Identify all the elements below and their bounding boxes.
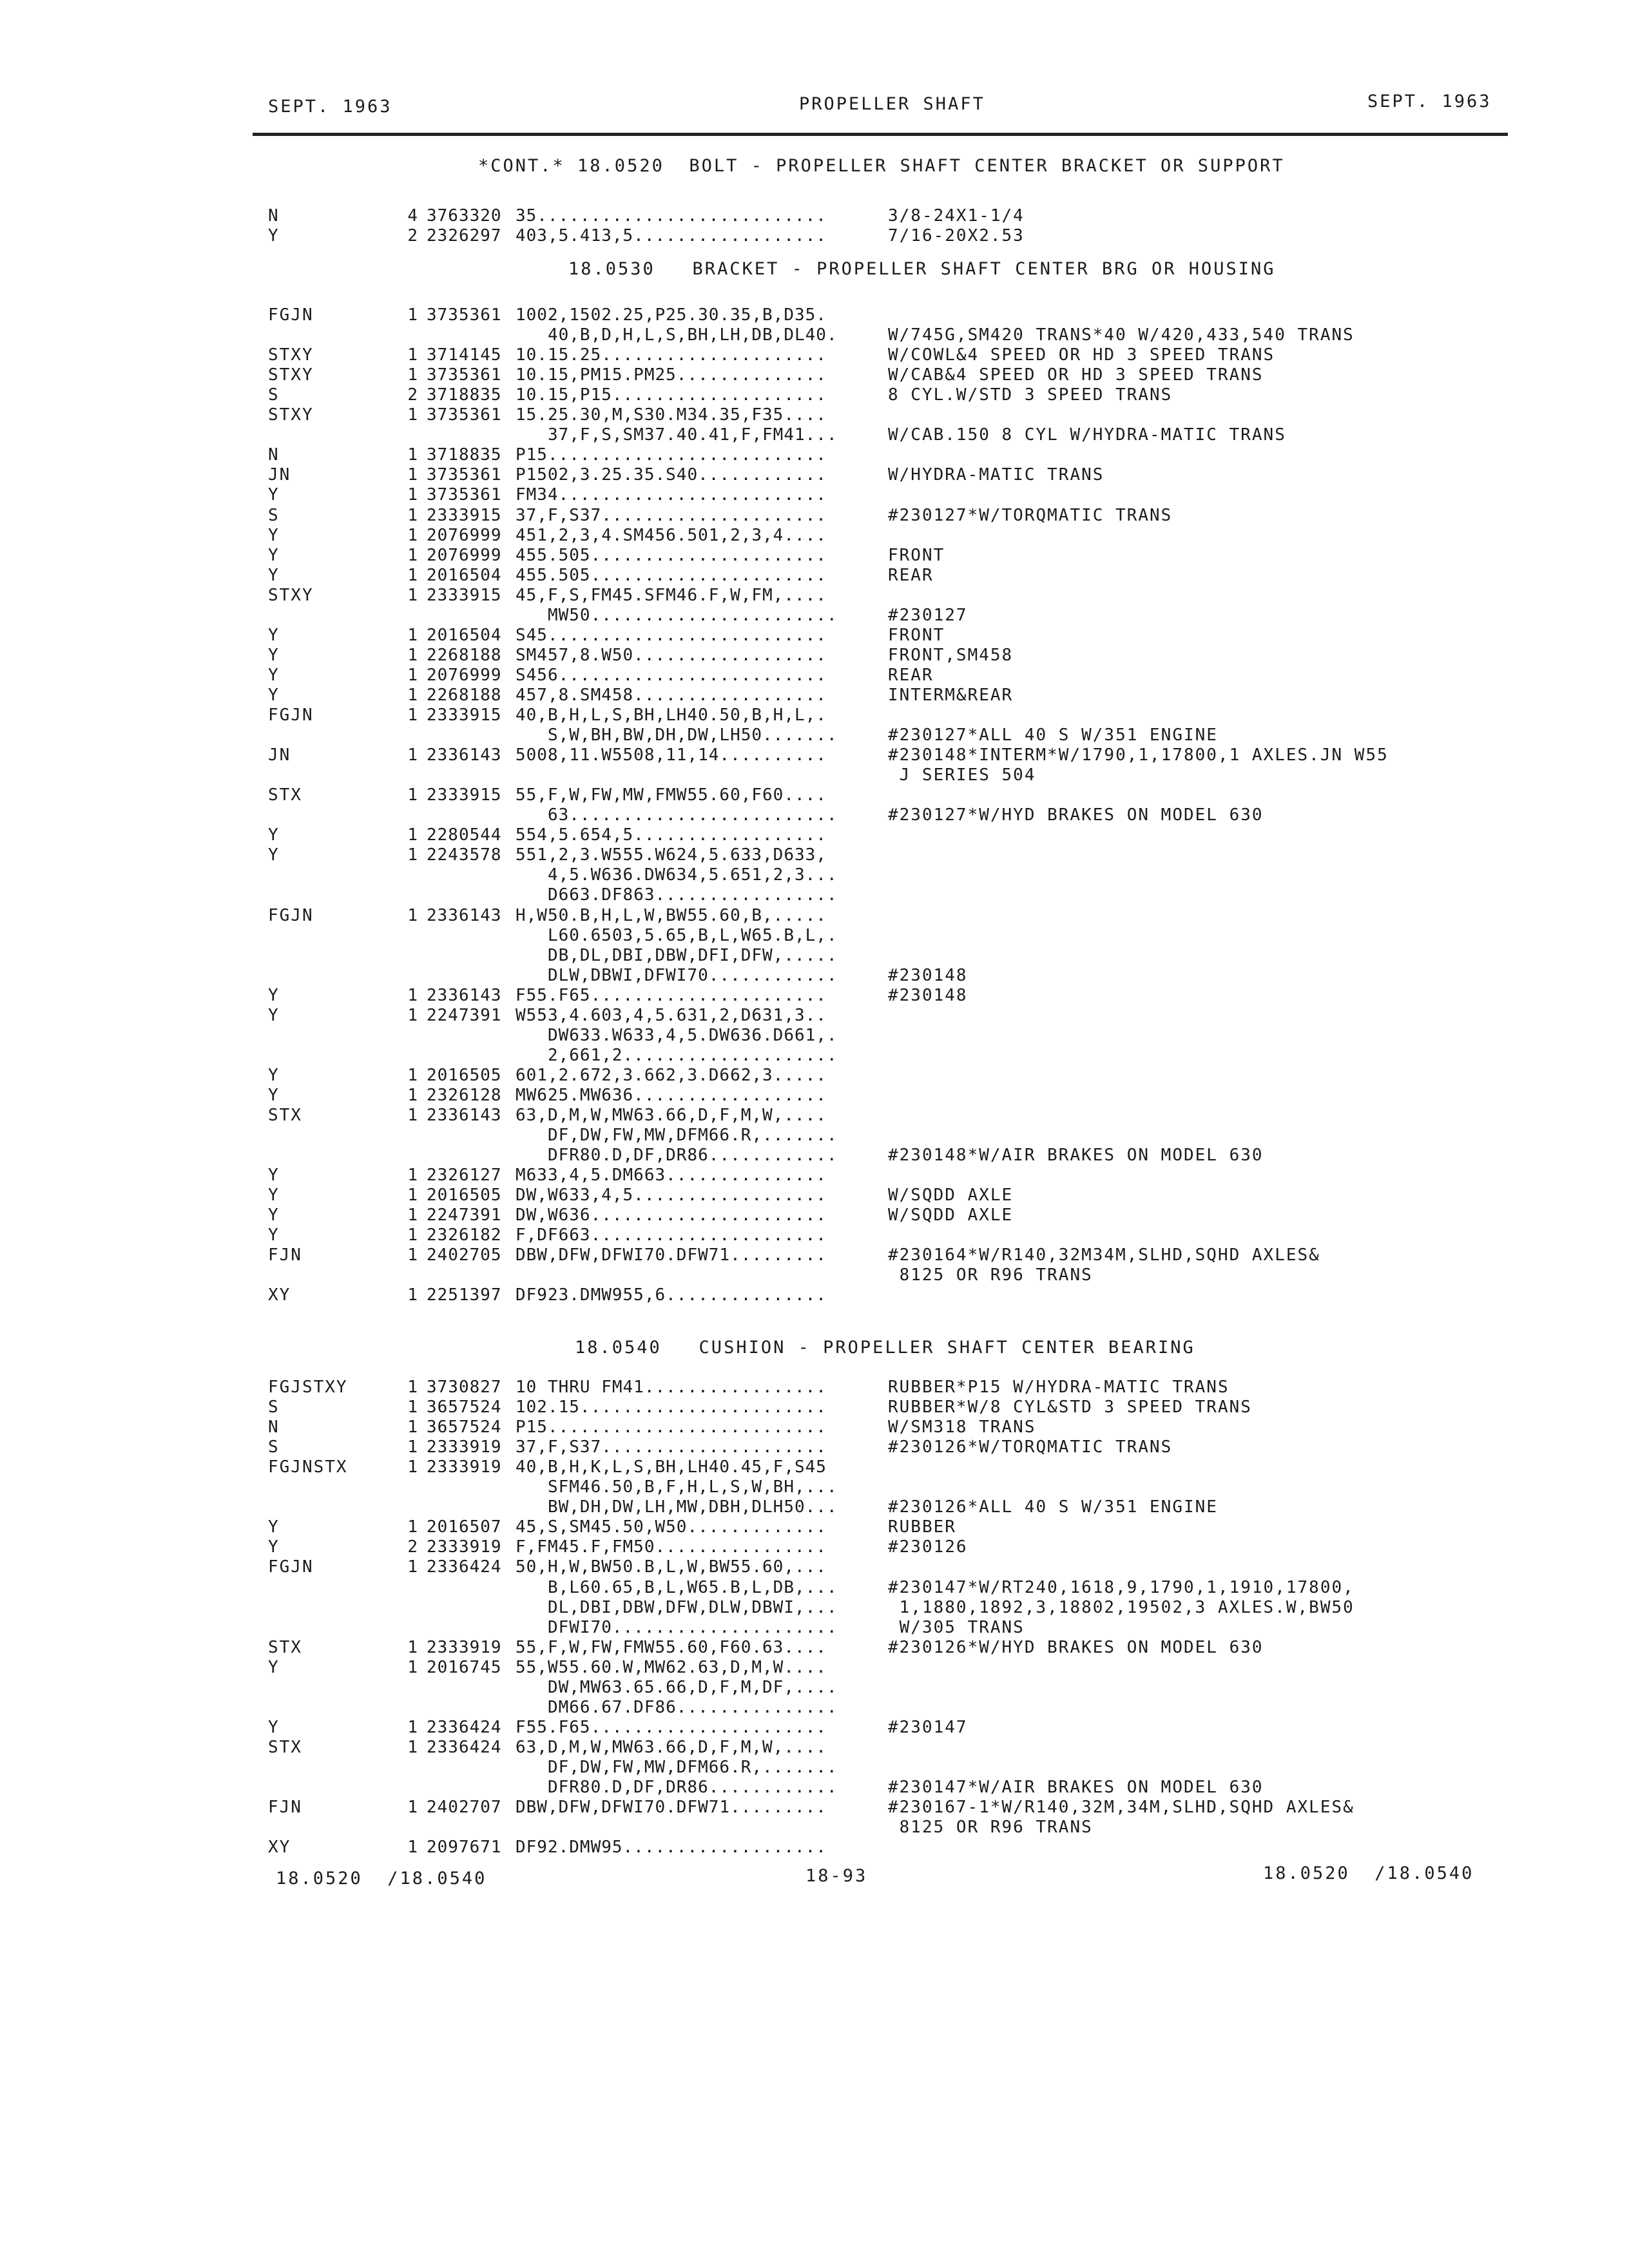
- quantity: 1: [407, 825, 418, 845]
- application: 601,2.672,3.662,3.D662,3.....: [516, 1066, 827, 1085]
- application: 1002,1502.25,P25.30.35,B,D35.: [516, 305, 827, 325]
- application: S,W,BH,BW,DH,DW,LH50.......: [516, 726, 838, 745]
- remarks: RUBBER: [888, 1517, 956, 1537]
- quantity: 1: [407, 745, 418, 765]
- application: 55,F,W,FW,FMW55.60,F60.63....: [516, 1638, 827, 1657]
- part-number: 2333919: [427, 1457, 502, 1477]
- part-number: 2336143: [427, 986, 502, 1005]
- application: 35...........................: [516, 206, 827, 226]
- application: DW,MW63.65.66,D,F,M,DF,....: [516, 1678, 838, 1697]
- application: 55,F,W,FW,MW,FMW55.60,F60....: [516, 785, 827, 805]
- model-code: Y: [268, 226, 280, 245]
- quantity: 1: [407, 1285, 418, 1305]
- quantity: 1: [407, 586, 418, 605]
- model-code: FGJN: [268, 1557, 314, 1577]
- model-code: FJN: [268, 1245, 302, 1265]
- application: SM457,8.W50..................: [516, 646, 827, 665]
- remarks: #230147: [888, 1718, 968, 1737]
- model-code: Y: [268, 626, 280, 645]
- part-number: 2333915: [427, 506, 502, 525]
- application: F,DF663......................: [516, 1225, 827, 1245]
- application: 63.........................: [516, 805, 838, 825]
- model-code: Y: [268, 1225, 280, 1245]
- remarks: #230126*W/TORQMATIC TRANS: [888, 1437, 1173, 1457]
- remarks: #230164*W/R140,32M34M,SLHD,SQHD AXLES&: [888, 1245, 1320, 1265]
- quantity: 1: [407, 506, 418, 525]
- model-code: Y: [268, 1086, 280, 1105]
- quantity: 1: [407, 1718, 418, 1737]
- application: H,W50.B,H,L,W,BW55.60,B,.....: [516, 906, 827, 925]
- application: 50,H,W,BW50.B,L,W,BW55.60,...: [516, 1557, 827, 1577]
- quantity: 1: [407, 1557, 418, 1577]
- quantity: 2: [407, 226, 418, 245]
- application: D663.DF863.................: [516, 885, 838, 905]
- application: S45..........................: [516, 626, 827, 645]
- application: FM34.........................: [516, 485, 827, 505]
- application: 457,8.SM458..................: [516, 686, 827, 705]
- remarks: #230148*W/AIR BRAKES ON MODEL 630: [888, 1146, 1264, 1165]
- section-title: *CONT.* 18.0520 BOLT - PROPELLER SHAFT CENTER BRACKET OR SUPPORT: [478, 156, 1285, 176]
- part-number: 2076999: [427, 666, 502, 685]
- part-number: 3735361: [427, 305, 502, 325]
- model-code: FGJSTXY: [268, 1378, 348, 1397]
- part-number: 2243578: [427, 845, 502, 865]
- model-code: Y: [268, 1718, 280, 1737]
- quantity: 1: [407, 986, 418, 1005]
- part-number: 2333915: [427, 706, 502, 725]
- application: 63,D,M,W,MW63.66,D,F,M,W,....: [516, 1738, 827, 1757]
- application: 10 THRU FM41.................: [516, 1378, 827, 1397]
- remarks: #230147*W/AIR BRAKES ON MODEL 630: [888, 1778, 1264, 1797]
- application: 63,D,M,W,MW63.66,D,F,M,W,....: [516, 1106, 827, 1125]
- application: 37,F,S37.....................: [516, 1437, 827, 1457]
- remarks: REAR: [888, 666, 934, 685]
- quantity: 2: [407, 1537, 418, 1557]
- model-code: XY: [268, 1285, 291, 1305]
- part-number: 2333919: [427, 1437, 502, 1457]
- model-code: Y: [268, 1066, 280, 1085]
- part-number: 2402705: [427, 1245, 502, 1265]
- remarks: #230127*ALL 40 S W/351 ENGINE: [888, 726, 1218, 745]
- remarks: W/SM318 TRANS: [888, 1418, 1036, 1437]
- quantity: 1: [407, 906, 418, 925]
- application: L60.6503,5.65,B,L,W65.B,L,.: [516, 926, 838, 945]
- quantity: 1: [407, 445, 418, 465]
- quantity: 1: [407, 1418, 418, 1437]
- quantity: 1: [407, 1006, 418, 1025]
- application: 37,F,S37.....................: [516, 506, 827, 525]
- quantity: 1: [407, 1638, 418, 1657]
- model-code: Y: [268, 686, 280, 705]
- application: DM66.67.DF86...............: [516, 1698, 838, 1717]
- remarks: #230127: [888, 606, 968, 625]
- model-code: S: [268, 506, 280, 525]
- model-code: Y: [268, 845, 280, 865]
- model-code: Y: [268, 666, 280, 685]
- footer-index-right: 18.0520 /18.0540: [1263, 1863, 1474, 1883]
- model-code: FGJN: [268, 906, 314, 925]
- application: DFR80.D,DF,DR86............: [516, 1146, 838, 1165]
- application: W553,4.603,4,5.631,2,D631,3..: [516, 1006, 827, 1025]
- quantity: 1: [407, 1838, 418, 1857]
- quantity: 1: [407, 1658, 418, 1677]
- remarks: REAR: [888, 566, 934, 585]
- model-code: N: [268, 1418, 280, 1437]
- remarks: RUBBER*P15 W/HYDRA-MATIC TRANS: [888, 1378, 1229, 1397]
- application: DF,DW,FW,MW,DFM66.R,.......: [516, 1758, 838, 1777]
- part-number: 3735361: [427, 405, 502, 425]
- remarks: 8125 OR R96 TRANS: [888, 1818, 1093, 1837]
- part-number: 2336143: [427, 906, 502, 925]
- application: 10.15,P15....................: [516, 385, 827, 405]
- part-number: 3763320: [427, 206, 502, 226]
- part-number: 2326182: [427, 1225, 502, 1245]
- application: 4,5.W636.DW634,5.651,2,3...: [516, 865, 838, 885]
- remarks: J SERIES 504: [888, 765, 1036, 785]
- remarks: #230148: [888, 966, 968, 985]
- remarks: W/CAB.150 8 CYL W/HYDRA-MATIC TRANS: [888, 425, 1286, 445]
- part-number: 2247391: [427, 1006, 502, 1025]
- model-code: FGJN: [268, 305, 314, 325]
- application: DF92.DMW95...................: [516, 1838, 827, 1857]
- quantity: 1: [407, 1206, 418, 1225]
- application: 2,661,2....................: [516, 1046, 838, 1065]
- model-code: STX: [268, 785, 302, 805]
- part-number: 2016504: [427, 626, 502, 645]
- application: M633,4,5.DM663...............: [516, 1166, 827, 1185]
- model-code: STXY: [268, 586, 314, 605]
- quantity: 1: [407, 1186, 418, 1205]
- header-rule: [253, 133, 1508, 136]
- section-title: 18.0540 CUSHION - PROPELLER SHAFT CENTER BEARING: [575, 1338, 1195, 1358]
- part-number: 2268188: [427, 646, 502, 665]
- part-number: 2336424: [427, 1557, 502, 1577]
- part-number: 2247391: [427, 1206, 502, 1225]
- application: S456.........................: [516, 666, 827, 685]
- quantity: 1: [407, 1798, 418, 1817]
- model-code: Y: [268, 1206, 280, 1225]
- footer-index-left: 18.0520 /18.0540: [276, 1869, 487, 1888]
- application: 5008,11.W5508,11,14..........: [516, 745, 827, 765]
- model-code: STX: [268, 1106, 302, 1125]
- application: 40,B,H,L,S,BH,LH40.50,B,H,L,.: [516, 706, 827, 725]
- part-number: 2336424: [427, 1718, 502, 1737]
- quantity: 1: [407, 345, 418, 365]
- remarks: INTERM&REAR: [888, 686, 1014, 705]
- application: 455.505......................: [516, 546, 827, 565]
- part-number: 2336143: [427, 745, 502, 765]
- model-code: Y: [268, 566, 280, 585]
- application: 551,2,3.W555.W624,5.633,D633,: [516, 845, 827, 865]
- part-number: 3657524: [427, 1398, 502, 1417]
- remarks: W/SQDD AXLE: [888, 1186, 1014, 1205]
- quantity: 1: [407, 1086, 418, 1105]
- section-title: 18.0530 BRACKET - PROPELLER SHAFT CENTER BRG OR HOUSING: [568, 259, 1276, 279]
- remarks: FRONT: [888, 546, 945, 565]
- part-number: 3735361: [427, 465, 502, 485]
- part-number: 3735361: [427, 485, 502, 505]
- application: F,FM45.F,FM50................: [516, 1537, 827, 1557]
- part-number: 2016504: [427, 566, 502, 585]
- part-number: 2016505: [427, 1066, 502, 1085]
- remarks: 8 CYL.W/STD 3 SPEED TRANS: [888, 385, 1173, 405]
- remarks: #230148*INTERM*W/1790,1,17800,1 AXLES.JN W55: [888, 745, 1389, 765]
- quantity: 1: [407, 566, 418, 585]
- remarks: #230127*W/HYD BRAKES ON MODEL 630: [888, 805, 1264, 825]
- model-code: S: [268, 1398, 280, 1417]
- application: F55.F65......................: [516, 986, 827, 1005]
- model-code: JN: [268, 465, 291, 485]
- remarks: #230167-1*W/R140,32M,34M,SLHD,SQHD AXLES&: [888, 1798, 1354, 1817]
- part-number: 2333919: [427, 1638, 502, 1657]
- quantity: 1: [407, 1398, 418, 1417]
- part-number: 3735361: [427, 365, 502, 385]
- quantity: 1: [407, 1738, 418, 1757]
- remarks: FRONT: [888, 626, 945, 645]
- application: 40,B,D,H,L,S,BH,LH,DB,DL40.: [516, 325, 838, 345]
- model-code: STX: [268, 1638, 302, 1657]
- application: F55.F65......................: [516, 1718, 827, 1737]
- application: 10.15.25.....................: [516, 345, 827, 365]
- model-code: Y: [268, 485, 280, 505]
- part-number: 2016505: [427, 1186, 502, 1205]
- model-code: Y: [268, 825, 280, 845]
- quantity: 4: [407, 206, 418, 226]
- remarks: W/HYDRA-MATIC TRANS: [888, 465, 1104, 485]
- part-number: 2280544: [427, 825, 502, 845]
- quantity: 1: [407, 485, 418, 505]
- quantity: 1: [407, 646, 418, 665]
- model-code: STX: [268, 1738, 302, 1757]
- remarks: 7/16-20X2.53: [888, 226, 1025, 245]
- quantity: 1: [407, 546, 418, 565]
- application: DFR80.D,DF,DR86............: [516, 1778, 838, 1797]
- application: P1502,3.25.35.S40............: [516, 465, 827, 485]
- part-number: 2326128: [427, 1086, 502, 1105]
- application: DW,W633,4,5..................: [516, 1186, 827, 1205]
- application: DW,W636......................: [516, 1206, 827, 1225]
- application: DL,DBI,DBW,DFW,DLW,DBWI,...: [516, 1598, 838, 1617]
- application: DW633.W633,4,5.DW636.D661,.: [516, 1026, 838, 1045]
- part-number: 2076999: [427, 546, 502, 565]
- remarks: #230126: [888, 1537, 968, 1557]
- application: DF923.DMW955,6...............: [516, 1285, 827, 1305]
- model-code: STXY: [268, 405, 314, 425]
- application: DB,DL,DBI,DBW,DFI,DFW,.....: [516, 946, 838, 965]
- part-number: 2268188: [427, 686, 502, 705]
- model-code: Y: [268, 1517, 280, 1537]
- part-number: 2333915: [427, 785, 502, 805]
- part-number: 2333915: [427, 586, 502, 605]
- model-code: S: [268, 1437, 280, 1457]
- part-number: 2076999: [427, 526, 502, 545]
- model-code: N: [268, 206, 280, 226]
- model-code: FGJNSTX: [268, 1457, 348, 1477]
- part-number: 2326127: [427, 1166, 502, 1185]
- application: DF,DW,FW,MW,DFM66.R,.......: [516, 1126, 838, 1145]
- remarks: W/745G,SM420 TRANS*40 W/420,433,540 TRANS: [888, 325, 1354, 345]
- remarks: #230126*W/HYD BRAKES ON MODEL 630: [888, 1638, 1264, 1657]
- model-code: FJN: [268, 1798, 302, 1817]
- part-number: 3718835: [427, 445, 502, 465]
- part-number: 2251397: [427, 1285, 502, 1305]
- quantity: 1: [407, 686, 418, 705]
- remarks: W/COWL&4 SPEED OR HD 3 SPEED TRANS: [888, 345, 1275, 365]
- model-code: STXY: [268, 345, 314, 365]
- remarks: 8125 OR R96 TRANS: [888, 1265, 1093, 1285]
- model-code: Y: [268, 1537, 280, 1557]
- quantity: 1: [407, 626, 418, 645]
- application: 451,2,3,4.SM456.501,2,3,4....: [516, 526, 827, 545]
- application: 10.15,PM15.PM25..............: [516, 365, 827, 385]
- quantity: 1: [407, 706, 418, 725]
- quantity: 1: [407, 365, 418, 385]
- application: BW,DH,DW,LH,MW,DBH,DLH50...: [516, 1497, 838, 1517]
- application: 102.15.......................: [516, 1398, 827, 1417]
- model-code: Y: [268, 646, 280, 665]
- part-number: 2097671: [427, 1838, 502, 1857]
- application: P15..........................: [516, 1418, 827, 1437]
- application: 55,W55.60.W,MW62.63,D,M,W....: [516, 1658, 827, 1677]
- remarks: W/305 TRANS: [888, 1618, 1025, 1637]
- part-number: 2402707: [427, 1798, 502, 1817]
- model-code: Y: [268, 1186, 280, 1205]
- quantity: 1: [407, 465, 418, 485]
- remarks: 1,1880,1892,3,18802,19502,3 AXLES.W,BW50: [888, 1598, 1354, 1617]
- quantity: 1: [407, 1225, 418, 1245]
- application: DBW,DFW,DFWI70.DFW71.........: [516, 1245, 827, 1265]
- application: 37,F,S,SM37.40.41,F,FM41...: [516, 425, 838, 445]
- remarks: W/SQDD AXLE: [888, 1206, 1014, 1225]
- remarks: #230127*W/TORQMATIC TRANS: [888, 506, 1173, 525]
- header-date-right: SEPT. 1963: [1367, 91, 1492, 111]
- quantity: 1: [407, 1378, 418, 1397]
- application: 45,S,SM45.50,W50.............: [516, 1517, 827, 1537]
- application: 455.505......................: [516, 566, 827, 585]
- application: B,L60.65,B,L,W65.B,L,DB,...: [516, 1578, 838, 1597]
- application: 40,B,H,K,L,S,BH,LH40.45,F,S45: [516, 1457, 827, 1477]
- application: MW50.......................: [516, 606, 838, 625]
- model-code: N: [268, 445, 280, 465]
- model-code: Y: [268, 1006, 280, 1025]
- model-code: S: [268, 385, 280, 405]
- application: 15.25.30,M,S30.M34.35,F35....: [516, 405, 827, 425]
- part-number: 3657524: [427, 1418, 502, 1437]
- application: P15..........................: [516, 445, 827, 465]
- model-code: Y: [268, 526, 280, 545]
- quantity: 1: [407, 1517, 418, 1537]
- quantity: 1: [407, 1066, 418, 1085]
- application: MW625.MW636..................: [516, 1086, 827, 1105]
- quantity: 1: [407, 405, 418, 425]
- model-code: JN: [268, 745, 291, 765]
- part-number: 2016745: [427, 1658, 502, 1677]
- quantity: 1: [407, 785, 418, 805]
- model-code: FGJN: [268, 706, 314, 725]
- application: 403,5.413,5..................: [516, 226, 827, 245]
- application: SFM46.50,B,F,H,L,S,W,BH,...: [516, 1477, 838, 1497]
- application: DFWI70.....................: [516, 1618, 838, 1637]
- model-code: Y: [268, 986, 280, 1005]
- header-date-left: SEPT. 1963: [268, 97, 392, 117]
- model-code: STXY: [268, 365, 314, 385]
- remarks: 3/8-24X1-1/4: [888, 206, 1025, 226]
- application: 554,5.654,5..................: [516, 825, 827, 845]
- quantity: 1: [407, 1245, 418, 1265]
- remarks: RUBBER*W/8 CYL&STD 3 SPEED TRANS: [888, 1398, 1252, 1417]
- quantity: 1: [407, 526, 418, 545]
- header-title: PROPELLER SHAFT: [799, 94, 985, 114]
- quantity: 1: [407, 1437, 418, 1457]
- quantity: 1: [407, 666, 418, 685]
- remarks: #230148: [888, 986, 968, 1005]
- part-number: 2336143: [427, 1106, 502, 1125]
- quantity: 1: [407, 305, 418, 325]
- remarks: #230147*W/RT240,1618,9,1790,1,1910,17800,: [888, 1578, 1354, 1597]
- quantity: 1: [407, 1166, 418, 1185]
- model-code: Y: [268, 1166, 280, 1185]
- page-number: 18-93: [805, 1866, 868, 1886]
- quantity: 1: [407, 845, 418, 865]
- remarks: #230126*ALL 40 S W/351 ENGINE: [888, 1497, 1218, 1517]
- remarks: FRONT,SM458: [888, 646, 1014, 665]
- model-code: Y: [268, 1658, 280, 1677]
- application: DLW,DBWI,DFWI70............: [516, 966, 838, 985]
- remarks: W/CAB&4 SPEED OR HD 3 SPEED TRANS: [888, 365, 1264, 385]
- model-code: Y: [268, 546, 280, 565]
- application: 45,F,S,FM45.SFM46.F,W,FM,....: [516, 586, 827, 605]
- model-code: XY: [268, 1838, 291, 1857]
- quantity: 2: [407, 385, 418, 405]
- part-number: 3718835: [427, 385, 502, 405]
- part-number: 2016507: [427, 1517, 502, 1537]
- part-number: 3730827: [427, 1378, 502, 1397]
- part-number: 2336424: [427, 1738, 502, 1757]
- application: DBW,DFW,DFWI70.DFW71.........: [516, 1798, 827, 1817]
- part-number: 3714145: [427, 345, 502, 365]
- part-number: 2326297: [427, 226, 502, 245]
- quantity: 1: [407, 1106, 418, 1125]
- quantity: 1: [407, 1457, 418, 1477]
- part-number: 2333919: [427, 1537, 502, 1557]
